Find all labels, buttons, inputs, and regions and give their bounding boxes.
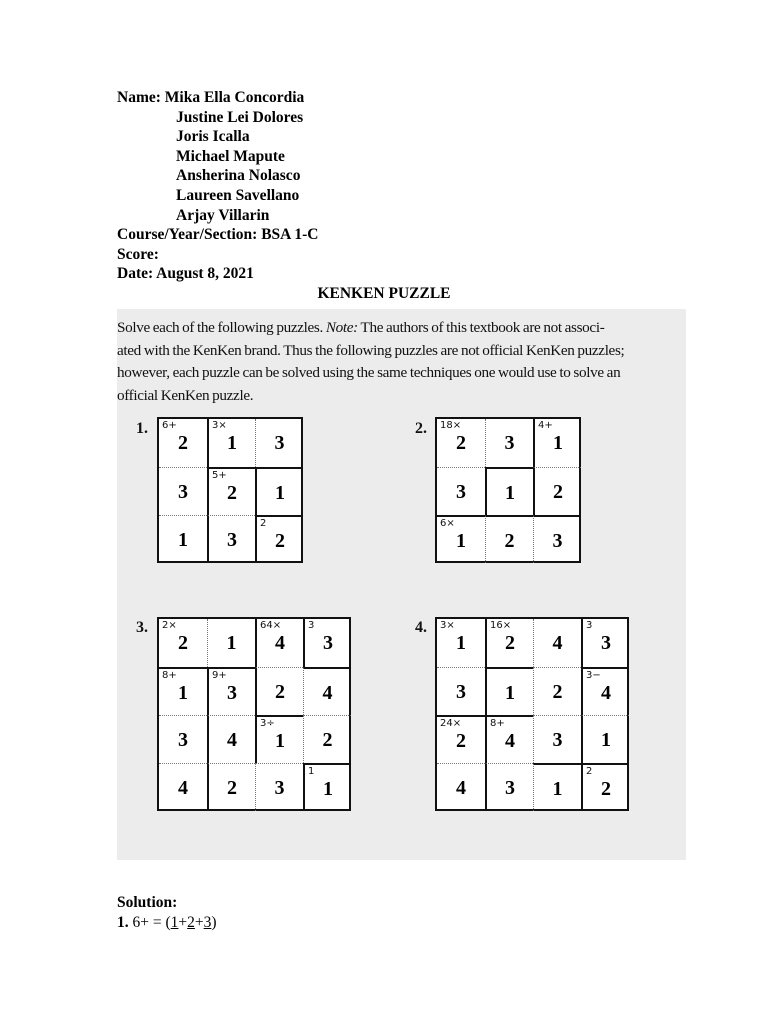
cell-value: 4 [505,730,515,752]
cage-clue: 3× [212,420,227,431]
grid-cell[interactable] [437,619,485,667]
puzzle-number: 2. [415,420,427,437]
textbook-scan [117,309,686,860]
grid-cell[interactable] [303,715,351,763]
cell-value: 4 [178,777,188,799]
grid-cell[interactable] [485,419,533,467]
cell-value: 2 [275,681,285,703]
cage-clue: 6× [440,518,455,529]
cell-value: 3 [504,432,515,454]
student-name: Justine Lei Dolores [176,108,304,126]
student-name: Joris Icalla [176,128,250,146]
grid-cell[interactable] [159,419,207,467]
cell-value: 3 [601,632,611,654]
page-title: KENKEN PUZZLE [317,285,451,302]
cell-value: 4 [275,632,285,654]
grid-cell[interactable] [485,619,533,667]
grid-cell[interactable] [303,763,351,811]
cell-value: 2 [227,482,237,504]
cell-value: 1 [178,529,188,551]
cell-value: 4 [322,682,333,704]
cage-clue: 4+ [538,420,553,431]
student-name: Laureen Savellano [176,186,300,204]
grid-cell[interactable] [533,419,581,467]
cage-clue: 3÷ [260,718,275,729]
cage-clue: 8+ [490,718,505,729]
cell-value: 4 [601,682,611,704]
cell-value: 3 [323,632,333,654]
grid-cell[interactable] [207,667,255,715]
grid-cell[interactable] [437,763,485,811]
student-name: Mika Ella Concordia [164,89,305,106]
cell-value: 2 [553,481,563,503]
grid-cell[interactable] [533,467,581,515]
grid-cell[interactable] [437,419,485,467]
intro-text: Solve each of the following puzzles. Note: The authors of this textbook are not associ- ated with the KenKen brand. Thus the following puzzles are not official KenKen puzzles; however, each puzzle can be solved using the same techniques one would use to solve an official KenKen puzzle. [117,319,625,404]
grid-cell[interactable] [485,667,533,715]
cell-value: 2 [178,432,188,454]
cell-value: 1 [323,778,333,800]
grid-cell[interactable] [207,763,255,811]
cell-value: 2 [275,530,285,552]
kenken-grid [435,417,581,563]
grid-cell[interactable] [159,667,207,715]
cage-clue: 5+ [212,470,227,481]
grid-cell[interactable] [159,515,207,563]
grid-cell[interactable] [255,715,303,763]
solution-section [117,893,217,932]
date-line: Date: August 8, 2021 [117,265,254,283]
grid-cell[interactable] [581,619,629,667]
grid-cell[interactable] [533,515,581,563]
cage-clue: 1 [308,766,315,777]
grid-cell[interactable] [159,715,207,763]
grid-cell[interactable] [533,715,581,763]
cage-clue: 8+ [162,670,177,681]
grid-cell[interactable] [303,667,351,715]
note-label: Note: [325,319,358,336]
grid-cell[interactable] [255,763,303,811]
grid-cell[interactable] [159,467,207,515]
grid-cell[interactable] [159,763,207,811]
cage-clue: 3× [440,620,455,631]
cage-clue: 6+ [162,420,177,431]
solution-line-1: 1. 6+ = (1+2+3) [117,913,217,931]
grid-cell[interactable] [207,619,255,667]
grid-cell[interactable] [437,715,485,763]
cage-clue: 3− [586,670,601,681]
cell-value: 1 [601,729,611,751]
cell-value: 1 [227,432,237,454]
cage-clue: 3 [586,620,593,631]
cage-clue: 24× [440,718,462,729]
cell-value: 1 [275,730,285,752]
puzzle-number: 1. [136,420,148,437]
cell-value: 3 [552,729,563,751]
grid-cell[interactable] [255,419,303,467]
cell-value: 2 [601,778,611,800]
student-name: Michael Mapute [176,147,285,165]
grid-cell[interactable] [485,715,533,763]
grid-cell[interactable] [159,619,207,667]
cell-value: 3 [274,432,285,454]
cell-value: 1 [505,482,515,504]
cell-value: 2 [178,632,188,654]
grid-cell[interactable] [581,763,629,811]
grid-cell[interactable] [485,515,533,563]
grid-cell[interactable] [207,715,255,763]
cell-value: 3 [178,729,188,751]
cage-clue: 3 [308,620,315,631]
grid-cell[interactable] [533,619,581,667]
cell-value: 3 [456,681,466,703]
grid-cell[interactable] [533,667,581,715]
cage-clue: 9+ [212,670,227,681]
grid-cell[interactable] [581,715,629,763]
grid-cell[interactable] [207,419,255,467]
cell-value: 4 [227,729,237,751]
cell-value: 2 [227,777,237,799]
cell-value: 2 [456,432,466,454]
cell-value: 4 [552,632,563,654]
grid-cell[interactable] [207,515,255,563]
cell-value: 2 [505,632,515,654]
cell-value: 2 [552,681,563,703]
cell-value: 3 [505,777,515,799]
cell-value: 1 [226,632,237,654]
grid-cell[interactable] [255,667,303,715]
cell-value: 1 [505,682,515,704]
student-name: Ansherina Nolasco [176,167,301,185]
cell-value: 3 [227,682,237,704]
cage-clue: 2× [162,620,177,631]
score-line: Score: [117,245,159,263]
grid-cell[interactable] [255,619,303,667]
puzzle-number: 3. [136,619,148,636]
grid-cell[interactable] [303,619,351,667]
grid-cell[interactable] [255,467,303,515]
course-line: Course/Year/Section: BSA 1-C [117,226,319,244]
grid-cell[interactable] [533,763,581,811]
student-header [117,88,319,284]
cell-value: 2 [504,530,515,552]
cell-value: 1 [178,682,188,704]
grid-cell[interactable] [581,667,629,715]
grid-cell[interactable] [437,515,485,563]
puzzle-number: 4. [415,619,427,636]
grid-cell[interactable] [207,467,255,515]
cell-value: 3 [456,481,466,503]
grid-cell[interactable] [437,467,485,515]
cell-value: 1 [552,778,563,800]
cell-value: 3 [227,529,237,551]
cell-value: 3 [178,481,188,503]
name-row: Name: Mika Ella Concordia [117,89,305,106]
cell-value: 2 [322,729,333,751]
kenken-grid [157,617,351,811]
cage-clue: 2 [586,766,593,777]
grid-cell[interactable] [485,763,533,811]
kenken-grid [435,617,629,811]
cell-value: 1 [553,432,563,454]
cell-value: 4 [456,777,466,799]
cage-clue: 16× [490,620,512,631]
cage-clue: 18× [440,420,462,431]
cell-value: 3 [274,777,285,799]
cell-value: 1 [275,482,285,504]
cell-value: 1 [456,530,466,552]
grid-cell[interactable] [255,515,303,563]
kenken-grid [157,417,303,563]
cell-value: 1 [456,632,466,654]
cage-clue: 2 [260,518,267,529]
solution-label: Solution: [117,894,178,911]
cell-value: 3 [552,530,563,552]
grid-cell[interactable] [485,467,533,515]
grid-cell[interactable] [437,667,485,715]
cell-value: 2 [456,730,466,752]
cage-clue: 64× [260,620,282,631]
student-name: Arjay Villarin [176,206,270,224]
